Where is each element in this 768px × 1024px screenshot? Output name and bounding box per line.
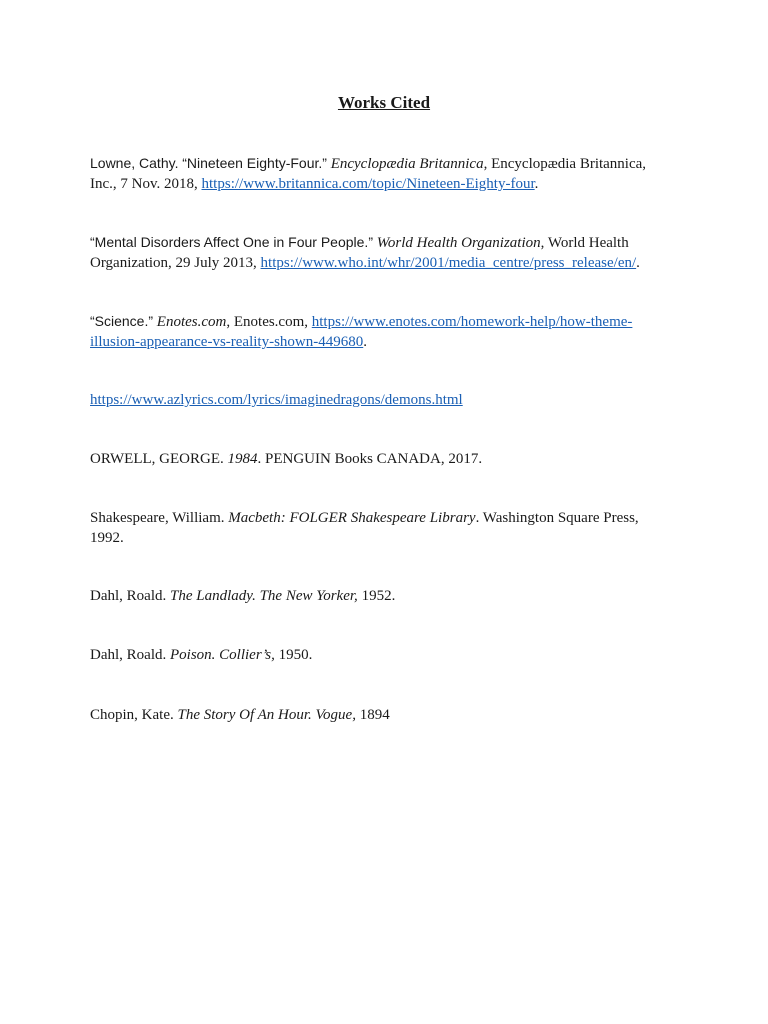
- citation-link[interactable]: https://www.azlyrics.com/lyrics/imaginedragons/demons.html: [90, 392, 463, 408]
- citation-author: ORWELL, GEORGE.: [90, 451, 224, 467]
- citation-container-title: World Health Organization: [376, 235, 541, 251]
- citation-entry: [90, 705, 675, 725]
- citation-work-title: Macbeth: FOLGER Shakespeare Library: [228, 510, 476, 526]
- citation-author: Dahl, Roald.: [90, 588, 167, 604]
- citation-end: .: [363, 334, 367, 350]
- citation-entry: [90, 508, 675, 548]
- citation-details: 1952.: [357, 588, 396, 604]
- citation-publisher-date: , World Health Organization, 29 July 2013,: [90, 235, 629, 271]
- citation-container-title: Encyclopædia Britannica: [330, 156, 484, 172]
- citation-details: 1894: [355, 707, 390, 723]
- citation-entry: [90, 390, 675, 410]
- citation-work-title: The Story Of An Hour. Vogue,: [177, 707, 356, 723]
- citation-entry: [90, 645, 675, 665]
- citation-article-title: “Nineteen Eighty-Four.”: [182, 155, 327, 171]
- citation-article-title: “Mental Disorders Affect One in Four People.”: [90, 234, 373, 250]
- citation-details: . PENGUIN Books CANADA, 2017.: [257, 451, 483, 467]
- citation-entry: [90, 449, 675, 469]
- citation-link[interactable]: https://www.britannica.com/topic/Nineteen-Eighty-four: [201, 176, 535, 192]
- citation-author: Dahl, Roald.: [90, 647, 167, 663]
- citation-author: Shakespeare, William.: [90, 510, 225, 526]
- citation-details: . Washington Square Press, 1992.: [90, 510, 639, 546]
- citation-work-title: 1984: [227, 451, 258, 467]
- citation-end: .: [534, 176, 539, 192]
- citation-publisher-date: , Enotes.com,: [226, 314, 312, 330]
- citation-link[interactable]: https://www.who.int/whr/2001/media_centre/press_release/en/: [260, 255, 637, 271]
- citation-author: Chopin, Kate.: [90, 707, 174, 723]
- citation-work-title: Poison. Collier’s,: [170, 647, 275, 663]
- citation-entry: [90, 232, 675, 273]
- citation-entry: [90, 586, 675, 606]
- citation-entry: [90, 153, 675, 194]
- citation-details: 1950.: [274, 647, 313, 663]
- citation-link[interactable]: https://www.enotes.com/homework-help/how-theme-illusion-appearance-vs-reality-shown-449680: [90, 314, 633, 350]
- citation-work-title: The Landlady. The New Yorker,: [170, 588, 358, 604]
- citation-publisher-date: , Encyclopædia Britannica, Inc., 7 Nov. 2018,: [90, 156, 647, 192]
- citation-author: Lowne, Cathy.: [90, 155, 179, 171]
- citation-container-title: Enotes.com: [156, 314, 227, 330]
- page-title: Works Cited: [337, 93, 431, 112]
- citation-article-title: “Science.”: [90, 313, 154, 329]
- citation-end: .: [636, 255, 640, 271]
- citation-entry: [90, 311, 675, 352]
